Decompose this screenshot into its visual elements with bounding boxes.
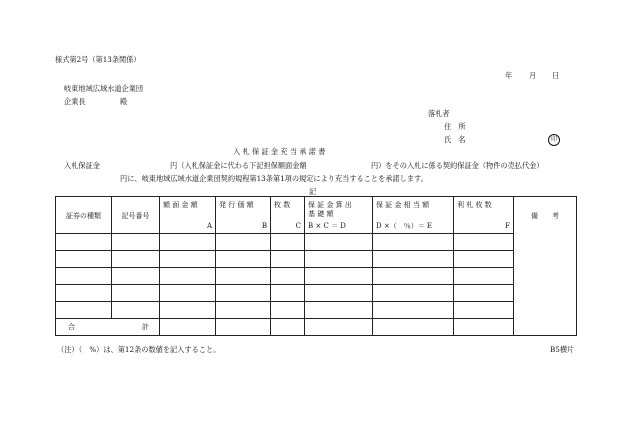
cell-face-value[interactable] xyxy=(160,268,216,285)
total-equivalent[interactable] xyxy=(373,319,454,336)
table-row xyxy=(56,302,577,319)
cell-base[interactable] xyxy=(305,268,373,285)
cell-number[interactable] xyxy=(112,268,160,285)
cell-number[interactable] xyxy=(112,285,160,302)
paper-size-label: B5横片 xyxy=(550,345,575,354)
date-day-label: 日 xyxy=(552,71,560,80)
cell-face-value[interactable] xyxy=(160,302,216,319)
bidder-address-label: 住 所 xyxy=(444,122,466,131)
remarks-column: 備 考 xyxy=(514,197,577,336)
total-coupons[interactable] xyxy=(454,319,514,336)
cell-type[interactable] xyxy=(56,268,112,285)
cell-base[interactable] xyxy=(305,302,373,319)
cell-number[interactable] xyxy=(112,234,160,251)
cell-coupons[interactable] xyxy=(454,302,514,319)
total-issue-price[interactable] xyxy=(216,319,271,336)
form-number: 様式第2号（第13条関係） xyxy=(55,55,141,64)
cell-type[interactable] xyxy=(56,234,112,251)
table-row xyxy=(56,268,577,285)
date-year-label: 年 xyxy=(505,71,513,80)
cell-issue-price[interactable] xyxy=(216,251,271,268)
bidder-name-label: 氏 名 xyxy=(444,135,466,144)
cell-base[interactable] xyxy=(305,251,373,268)
cell-issue-price[interactable] xyxy=(216,234,271,251)
table-row xyxy=(56,285,577,302)
cell-face-value[interactable] xyxy=(160,251,216,268)
cell-count[interactable] xyxy=(271,268,305,285)
cell-issue-price[interactable] xyxy=(216,268,271,285)
securities-table xyxy=(55,196,577,336)
cell-equivalent[interactable] xyxy=(373,251,454,268)
header-issue-price: 発 行 価 額 B xyxy=(216,197,271,234)
cell-equivalent[interactable] xyxy=(373,302,454,319)
cell-base[interactable] xyxy=(305,285,373,302)
addressee-honorific: 殿 xyxy=(120,97,128,106)
ki-heading: 記 xyxy=(309,187,317,196)
header-security-type: 証券の種類 xyxy=(56,197,112,234)
cell-issue-price[interactable] xyxy=(216,285,271,302)
cell-face-value[interactable] xyxy=(160,234,216,251)
table-row xyxy=(56,251,577,268)
document-title: 入 札 保 証 金 充 当 承 諾 書 xyxy=(233,147,326,156)
header-serial-number: 記号番号 xyxy=(112,197,160,234)
cell-count[interactable] xyxy=(271,234,305,251)
date-month-label: 月 xyxy=(529,71,537,80)
cell-coupons[interactable] xyxy=(454,268,514,285)
footnote: （注）（ %）は、第12条の数値を記入すること。 xyxy=(57,345,221,354)
header-face-value: 額 面 金 額 A xyxy=(160,197,216,234)
header-deposit-base: 保 証 金 算 出 基 礎 額 B × C ＝ D xyxy=(305,197,373,234)
cell-number[interactable] xyxy=(112,302,160,319)
cell-equivalent[interactable] xyxy=(373,268,454,285)
deposit-label: 入札保証金 xyxy=(64,161,100,170)
cell-face-value[interactable] xyxy=(160,285,216,302)
total-face-value[interactable] xyxy=(160,319,216,336)
total-label-cell: 合 計 xyxy=(56,319,160,336)
total-base[interactable] xyxy=(305,319,373,336)
cell-equivalent[interactable] xyxy=(373,285,454,302)
total-row xyxy=(56,319,577,336)
cell-coupons[interactable] xyxy=(454,251,514,268)
cell-issue-price[interactable] xyxy=(216,302,271,319)
seal-mark: 印 xyxy=(548,134,560,146)
table-header-row xyxy=(56,197,577,234)
header-coupon-count: 利 札 枚 数 F xyxy=(454,197,514,234)
total-count[interactable] xyxy=(271,319,305,336)
cell-count[interactable] xyxy=(271,285,305,302)
addressee-title: 企業長 xyxy=(64,97,86,106)
body-line1-part-a: 円（入札保証金に代わる下記担保額面金額 xyxy=(170,161,307,170)
body-line1-part-b: 円）をその入札に係る契約保証金（物件の売払代金） xyxy=(371,161,544,170)
cell-count[interactable] xyxy=(271,302,305,319)
body-line2: 円に、岐東地域広域水道企業団契約規程第13条第1項の規定により充当することを承諾します。 xyxy=(120,174,428,183)
table-row xyxy=(56,234,577,251)
bidder-label: 落札者 xyxy=(428,109,450,118)
cell-type[interactable] xyxy=(56,251,112,268)
cell-type[interactable] xyxy=(56,285,112,302)
cell-base[interactable] xyxy=(305,234,373,251)
cell-equivalent[interactable] xyxy=(373,234,454,251)
addressee-org: 岐東地域広域水道企業団 xyxy=(64,84,144,93)
cell-coupons[interactable] xyxy=(454,285,514,302)
header-count: 枚 数 C xyxy=(271,197,305,234)
header-deposit-equivalent: 保 証 金 相 当 額 D ×（ ％）＝ E xyxy=(373,197,454,234)
cell-number[interactable] xyxy=(112,251,160,268)
cell-coupons[interactable] xyxy=(454,234,514,251)
cell-count[interactable] xyxy=(271,251,305,268)
cell-type[interactable] xyxy=(56,302,112,319)
